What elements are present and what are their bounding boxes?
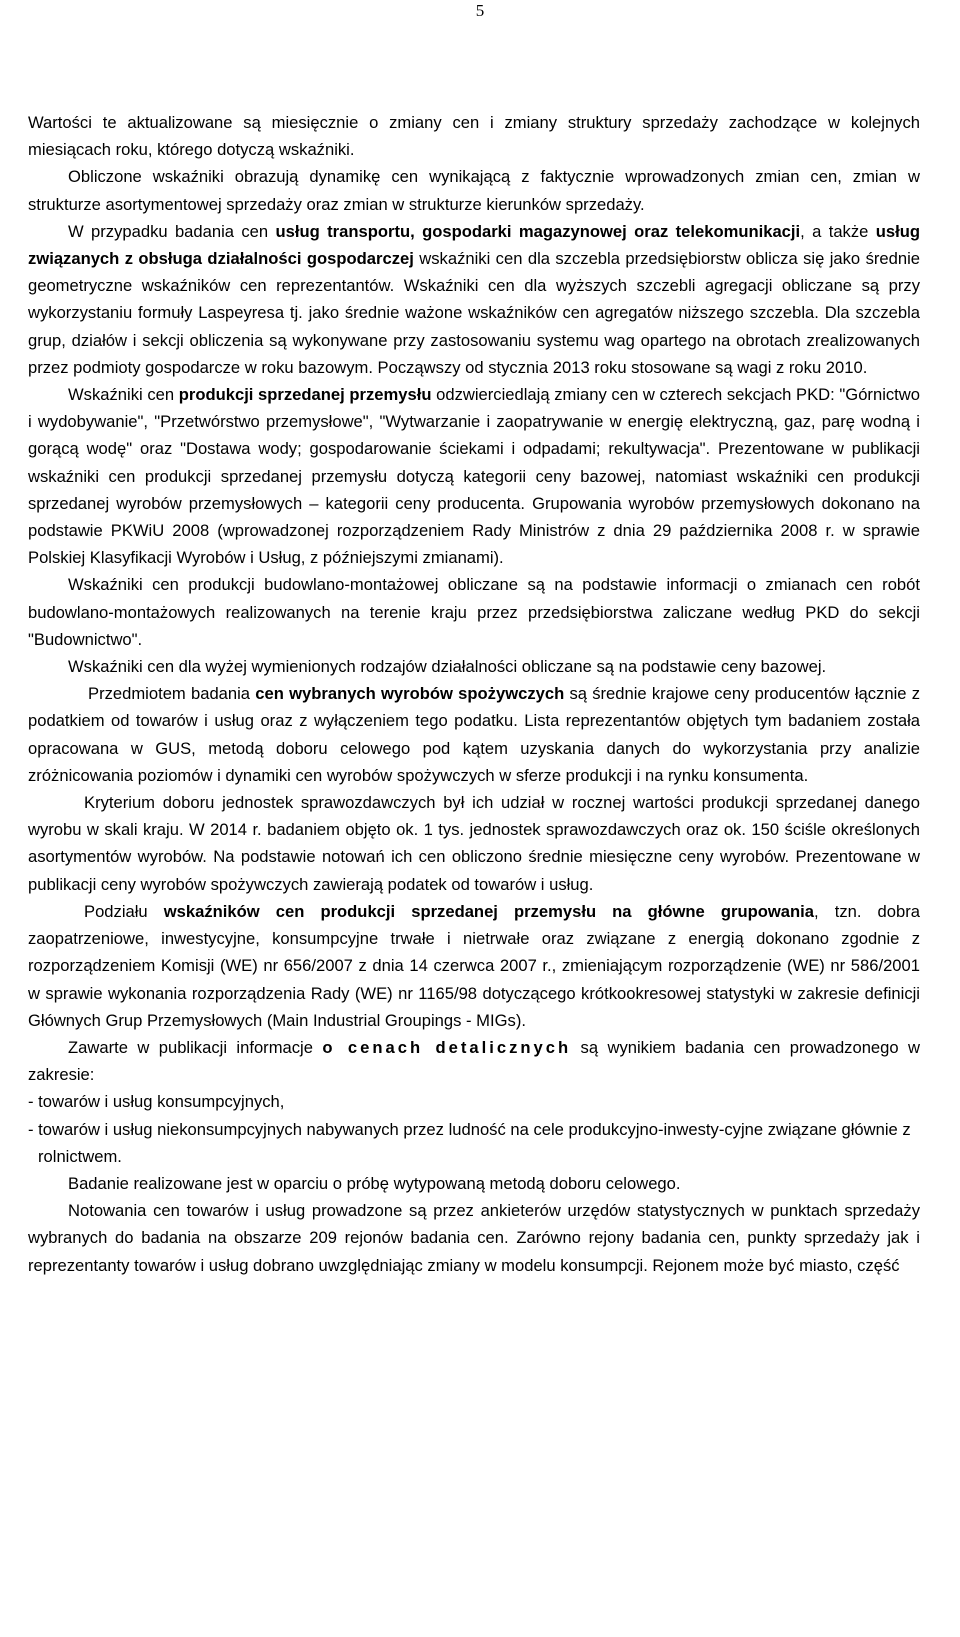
- text-run: Podziału: [84, 901, 164, 921]
- paragraph-5: Wskaźniki cen produkcji budowlano-montażowej obliczane są na podstawie informacji o zmianach cen robót budowlano-montażowych realizowanych na terenie kraju przez przedsiębiorstwa zaliczane według PKD do sekcji "Budownictwo".: [28, 575, 920, 649]
- bold-term-business-services: usług związanych z obsługa działalności gospodarczej: [28, 221, 920, 269]
- bold-term-transport: usług transportu, gospodarki magazynowej oraz telekomunikacji: [275, 221, 801, 241]
- text-run: odzwierciedlają zmiany cen w czterech sekcjach PKD: "Górnictwo i wydobywanie", "Przetwórstwo przemysłowe", "Wytwarzanie i zaopatrywanie w energię elektryczną, gaz, parę wodną i gorącą wodę" oraz "Dostawa wody; gospodarowanie ściekami i odpadami; rekultywacja". Prezentowane w publikacji wskaźniki cen produkcji sprzedanej przemysłu dotyczą kategorii ceny bazowej, natomiast wskaźniki cen produkcji sprzedanej wyrobów przemysłowych – kategorii ceny producenta. Grupowania wyrobów przemysłowych dokonano na podstawie PKWiU 2008 (wprowadzonej rozporządzeniem Rady Ministrów z dnia 29 października 2008 r. w sprawie Polskiej Klasyfikacji Wyrobów i Usług, z późniejszymi zmianami).: [28, 385, 920, 568]
- paragraph-6: Wskaźniki cen dla wyżej wymienionych rodzajów działalności obliczane są na podstawie ceny bazowej.: [68, 657, 827, 677]
- list-item-non-consumer: - towarów i usług niekonsumpcyjnych nabywanych przez ludność na cele produkcyjno-inwesty-cyjne związane głównie z rolnictwem.: [28, 1119, 911, 1166]
- text-run: W przypadku badania cen: [68, 221, 276, 241]
- paragraph-11: Badanie realizowane jest w oparciu o próbę wytypowaną metodą doboru celowego.: [68, 1173, 681, 1193]
- paragraph-8: Kryterium doboru jednostek sprawozdawczych był ich udział w rocznej wartości produkcji sprzedanej danego wyrobu w skali kraju. W 2014 r. badaniem objęto ok. 1 tys. jednostek sprawozdawczych oraz ok. 150 ściśle określonych asortymentów wyrobów. Na podstawie notowań ich cen obliczono średnie miesięczne ceny wyrobów. Prezentowane w publikacji ceny wyrobów spożywczych zawierają podatek od towarów i usług.: [28, 793, 920, 894]
- bold-term-retail-prices: o cenach detalicznych: [322, 1037, 572, 1057]
- text-run: Przedmiotem badania: [88, 684, 256, 704]
- paragraph-9: [28, 898, 920, 1034]
- text-run: są wynikiem badania cen prowadzonego w zakresie:: [28, 1037, 921, 1085]
- text-run: wskaźniki cen dla szczebla przedsiębiorstw oblicza się jako średnie geometryczne wskaźników cen reprezentantów. Wskaźniki cen dla wyższych szczebli agregacji obliczane są przy wykorzystaniu formuły Laspeyresa tj. jako średnie ważone wskaźników cen agregatów niższego szczebla. Dla szczebla grup, działów i sekcji obliczenia są wykonywane przy zastosowaniu systemu wag opartego na obrotach zrealizowanych przez podmioty gospodarcze w roku bazowym. Począwszy od stycznia 2013 roku stosowane są wagi z roku 2010.: [28, 249, 920, 377]
- list-item-consumer: - towarów i usług konsumpcyjnych,: [28, 1092, 285, 1112]
- bold-term-food-products: cen wybranych wyrobów spożywczych: [255, 684, 565, 704]
- text-run: , tzn. dobra zaopatrzeniowe, inwestycyjne, konsumpcyjne trwałe i nietrwałe oraz związane z energią dokonano zgodnie z rozporządzeniem Komisji (WE) nr 656/2007 z dnia 14 czerwca 2007 r., zmieniającym rozporządzenie (WE) nr 586/2001 w sprawie wykonania rozporządzenia Rady (WE) nr 1165/98 dotyczącego krótkookresowej statystyki w zakresie definicji Głównych Grup Przemysłowych (Main Industrial Groupings - MIGs).: [28, 901, 920, 1030]
- page-number: 5: [475, 1, 485, 20]
- paragraph-2: Obliczone wskaźniki obrazują dynamikę cen wynikającą z faktycznie wprowadzonych zmian cen, zmian w strukturze asortymentowej sprzedaży oraz zmian w strukturze kierunków sprzedaży.: [28, 167, 920, 214]
- text-run: Zawarte w publikacji informacje: [68, 1037, 323, 1057]
- text-run: są średnie krajowe ceny producentów łącznie z podatkiem od towarów i usług oraz z wyłączeniem tego podatku. Lista reprezentantów objętych tym badaniem została opracowana w GUS, metodą doboru celowego pod kątem uzyskania danych do wykorzystania przy analizie zróżnicowania poziomów i dynamiki cen wyrobów spożywczych w sferze produkcji i na rynku konsumenta.: [28, 684, 921, 785]
- document-body: [28, 109, 920, 1279]
- text-run: Wskaźniki cen: [68, 385, 179, 405]
- paragraph-10: [28, 1034, 920, 1088]
- text-run: , a także: [800, 221, 876, 241]
- bold-term-main-groupings: wskaźników cen produkcji sprzedanej przemysłu na główne grupowania: [163, 901, 814, 921]
- paragraph-7: [28, 680, 920, 789]
- paragraph-4: [28, 381, 920, 571]
- bold-term-industry: produkcji sprzedanej przemysłu: [178, 385, 432, 405]
- paragraph-3: [28, 218, 920, 381]
- paragraph-1: Wartości te aktualizowane są miesięcznie o zmiany cen i zmiany struktury sprzedaży zachodzące w kolejnych miesiącach roku, którego dotyczą wskaźniki.: [28, 113, 920, 160]
- paragraph-12: Notowania cen towarów i usług prowadzone są przez ankieterów urzędów statystycznych w punktach sprzedaży wybranych do badania na obszarze 209 rejonów badania cen. Zarówno rejony badania cen, punkty sprzedaży jak i reprezentanty towarów i usług dobrano uwzględniając zmiany w modelu konsumpcji. Rejonem może być miasto, część: [28, 1201, 920, 1275]
